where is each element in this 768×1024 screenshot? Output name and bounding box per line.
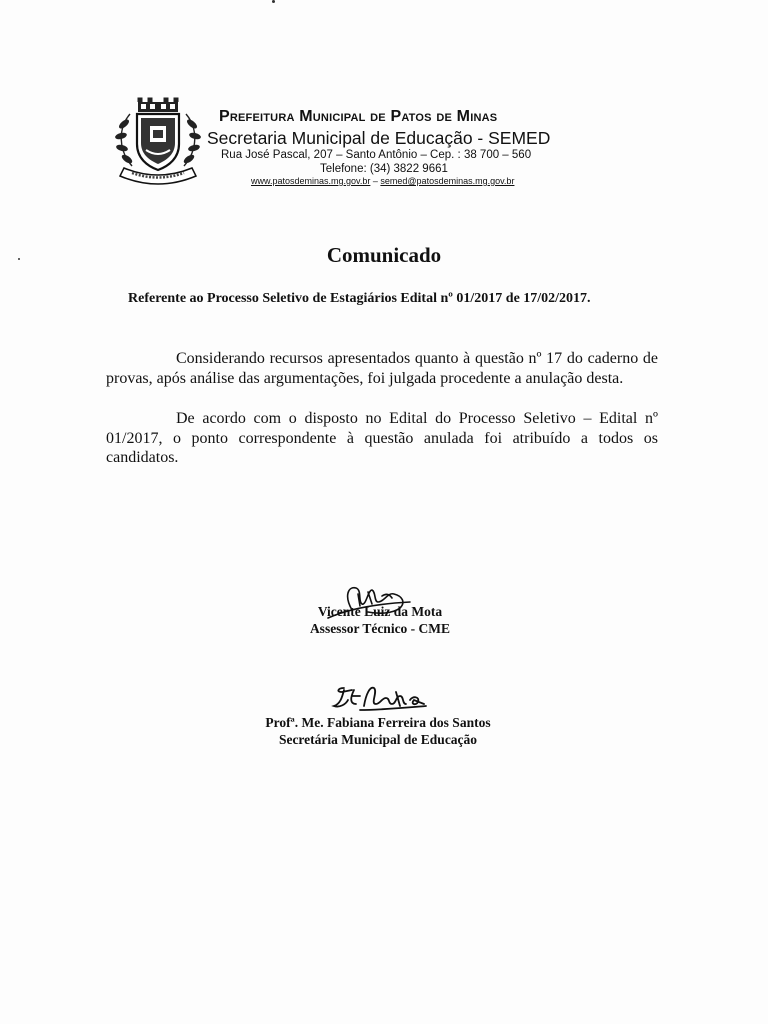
letterhead-phone: Telefone: (34) 3822 9661: [320, 163, 448, 175]
signatory-1-name: Vicente Luiz da Mota: [317, 604, 443, 619]
email-link[interactable]: semed@patosdeminas.mg.gov.br: [380, 176, 515, 186]
letterhead-address: Rua José Pascal, 207 – Santo Antônio – Cep. : 38 700 – 560: [221, 149, 532, 161]
handwritten-signature-2: [330, 680, 430, 714]
letterhead-subtitle: Secretaria Municipal de Educação - SEMED: [207, 128, 551, 148]
letterhead-links: [251, 176, 514, 186]
scan-speck: [272, 0, 275, 3]
letterhead-title: Prefeitura Municipal de Patos de Minas: [219, 108, 498, 125]
signatory-2-name: Profª. Me. Fabiana Ferreira dos Santos: [265, 715, 491, 730]
document-title: Comunicado: [326, 243, 442, 267]
signatory-1-role: Assessor Técnico - CME: [309, 621, 451, 636]
document-reference: Referente ao Processo Seletivo de Estagiários Edital nº 01/2017 de 17/02/2017.: [128, 291, 591, 306]
body-paragraph-2: De acordo com o disposto no Edital do Processo Seletivo – Edital nº 01/2017, o ponto correspondente à questão anulada foi atribuído a todos os candidatos.: [106, 410, 658, 466]
links-separator: –: [370, 176, 381, 186]
signatory-2-role: Secretária Municipal de Educação: [278, 732, 478, 747]
municipal-coat-of-arms-icon: [110, 94, 206, 186]
scan-speck: [18, 258, 20, 260]
website-link[interactable]: www.patosdeminas.mg.gov.br: [251, 176, 371, 186]
body-paragraph-1: Considerando recursos apresentados quanto à questão nº 17 do caderno de provas, após análise das argumentações, foi julgada procedente a anulação desta.: [106, 350, 658, 387]
